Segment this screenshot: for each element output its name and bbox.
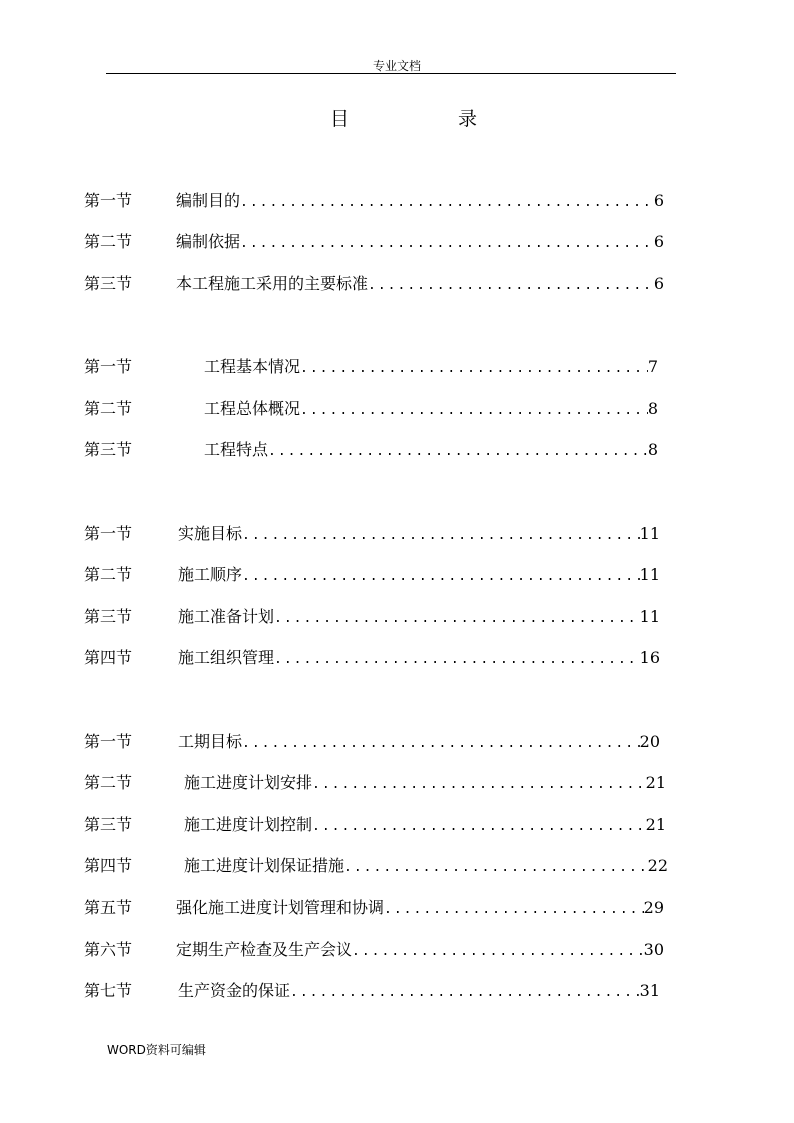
toc-section[interactable]	[84, 606, 660, 628]
section-entry	[176, 231, 664, 253]
dot-leader	[368, 275, 654, 295]
dot-leader	[242, 566, 640, 586]
section-entry	[178, 564, 660, 586]
page-number: 7	[647, 357, 658, 376]
page-number: 20	[639, 732, 660, 751]
toc-title-left: 目	[330, 108, 350, 130]
section-title: 工期目标	[178, 732, 243, 751]
page-number: 6	[653, 274, 664, 293]
dot-leader	[312, 774, 646, 794]
section-entry	[178, 731, 660, 753]
section-entry	[176, 190, 664, 212]
section-title: 编制依据	[176, 232, 241, 251]
toc-section[interactable]	[84, 231, 664, 253]
section-title: 施工进度计划控制	[184, 815, 313, 834]
section-entry	[184, 772, 666, 794]
section-number: 第二节	[84, 773, 133, 792]
toc-section[interactable]	[84, 439, 658, 461]
section-number: 第一节	[84, 357, 133, 376]
dot-leader	[242, 733, 640, 753]
section-entry	[184, 855, 668, 877]
dot-leader	[242, 525, 640, 545]
section-title: 工程特点	[204, 440, 269, 459]
section-number: 第五节	[84, 898, 133, 917]
section-number: 第二节	[84, 232, 133, 251]
dot-leader	[268, 441, 648, 461]
page-number: 21	[645, 815, 666, 834]
page-number: 22	[647, 856, 668, 875]
section-title: 施工顺序	[178, 565, 243, 584]
toc-section[interactable]	[84, 897, 664, 919]
toc-section[interactable]	[84, 356, 658, 378]
section-entry	[176, 897, 664, 919]
page-number: 8	[647, 399, 658, 418]
toc-section[interactable]	[84, 564, 660, 586]
dot-leader	[344, 857, 648, 877]
page-number: 6	[653, 232, 664, 251]
page-number: 11	[639, 565, 660, 584]
footer-text: WORD资料可编辑	[107, 1043, 206, 1057]
dot-leader	[274, 649, 640, 669]
toc-section[interactable]	[84, 731, 660, 753]
section-title: 编制目的	[176, 191, 241, 210]
toc-section[interactable]	[84, 772, 666, 794]
toc-section[interactable]	[84, 647, 660, 669]
dot-leader	[352, 941, 644, 961]
header-text: 专业文档	[372, 59, 421, 73]
section-number: 第二节	[84, 399, 133, 418]
dot-leader	[312, 816, 646, 836]
page-number: 16	[639, 648, 660, 667]
page-number: 29	[643, 898, 664, 917]
section-title: 工程总体概况	[204, 399, 301, 418]
dot-leader	[240, 192, 654, 212]
section-title: 工程基本情况	[204, 357, 301, 376]
section-title: 实施目标	[178, 524, 243, 543]
toc-section[interactable]	[84, 980, 660, 1002]
toc-section[interactable]	[84, 273, 664, 295]
page-number: 11	[639, 607, 660, 626]
section-entry	[184, 814, 666, 836]
dot-leader	[300, 358, 648, 378]
section-entry	[204, 398, 658, 420]
section-number: 第三节	[84, 440, 133, 459]
section-title: 施工进度计划安排	[184, 773, 313, 792]
section-number: 第四节	[84, 856, 133, 875]
section-entry	[176, 939, 664, 961]
dot-leader	[274, 608, 640, 628]
section-number: 第一节	[84, 191, 133, 210]
section-title: 强化施工进度计划管理和协调	[176, 898, 385, 917]
section-number: 第七节	[84, 981, 133, 1000]
dot-leader	[384, 899, 644, 919]
page-number: 11	[639, 524, 660, 543]
section-entry	[204, 439, 658, 461]
section-number: 第三节	[84, 274, 133, 293]
page-number: 21	[645, 773, 666, 792]
dot-leader	[240, 233, 654, 253]
page-number: 6	[653, 191, 664, 210]
section-entry	[178, 980, 660, 1002]
toc-section[interactable]	[84, 939, 664, 961]
section-entry	[176, 273, 664, 295]
section-number: 第四节	[84, 648, 133, 667]
toc-section[interactable]	[84, 190, 664, 212]
section-entry	[178, 606, 660, 628]
page-number: 31	[639, 981, 660, 1000]
dot-leader	[300, 400, 648, 420]
section-title: 定期生产检查及生产会议	[176, 940, 353, 959]
section-number: 第一节	[84, 732, 133, 751]
dot-leader	[290, 982, 640, 1002]
toc-section[interactable]	[84, 523, 660, 545]
section-number: 第六节	[84, 940, 133, 959]
section-title: 施工进度计划保证措施	[184, 856, 345, 875]
section-number: 第三节	[84, 815, 133, 834]
section-entry	[178, 647, 660, 669]
section-entry	[178, 523, 660, 545]
toc-section[interactable]	[84, 398, 658, 420]
page-number: 8	[647, 440, 658, 459]
section-title: 生产资金的保证	[178, 981, 291, 1000]
section-entry	[204, 356, 658, 378]
toc-section[interactable]	[84, 855, 668, 877]
page-number: 30	[643, 940, 664, 959]
header-divider	[106, 73, 676, 74]
section-number: 第三节	[84, 607, 133, 626]
toc-title	[0, 104, 794, 132]
section-number: 第一节	[84, 524, 133, 543]
toc-title-right: 录	[458, 108, 478, 130]
section-title: 施工组织管理	[178, 648, 275, 667]
section-title: 本工程施工采用的主要标准	[176, 274, 369, 293]
section-number: 第二节	[84, 565, 133, 584]
toc-section[interactable]	[84, 814, 666, 836]
section-title: 施工准备计划	[178, 607, 275, 626]
